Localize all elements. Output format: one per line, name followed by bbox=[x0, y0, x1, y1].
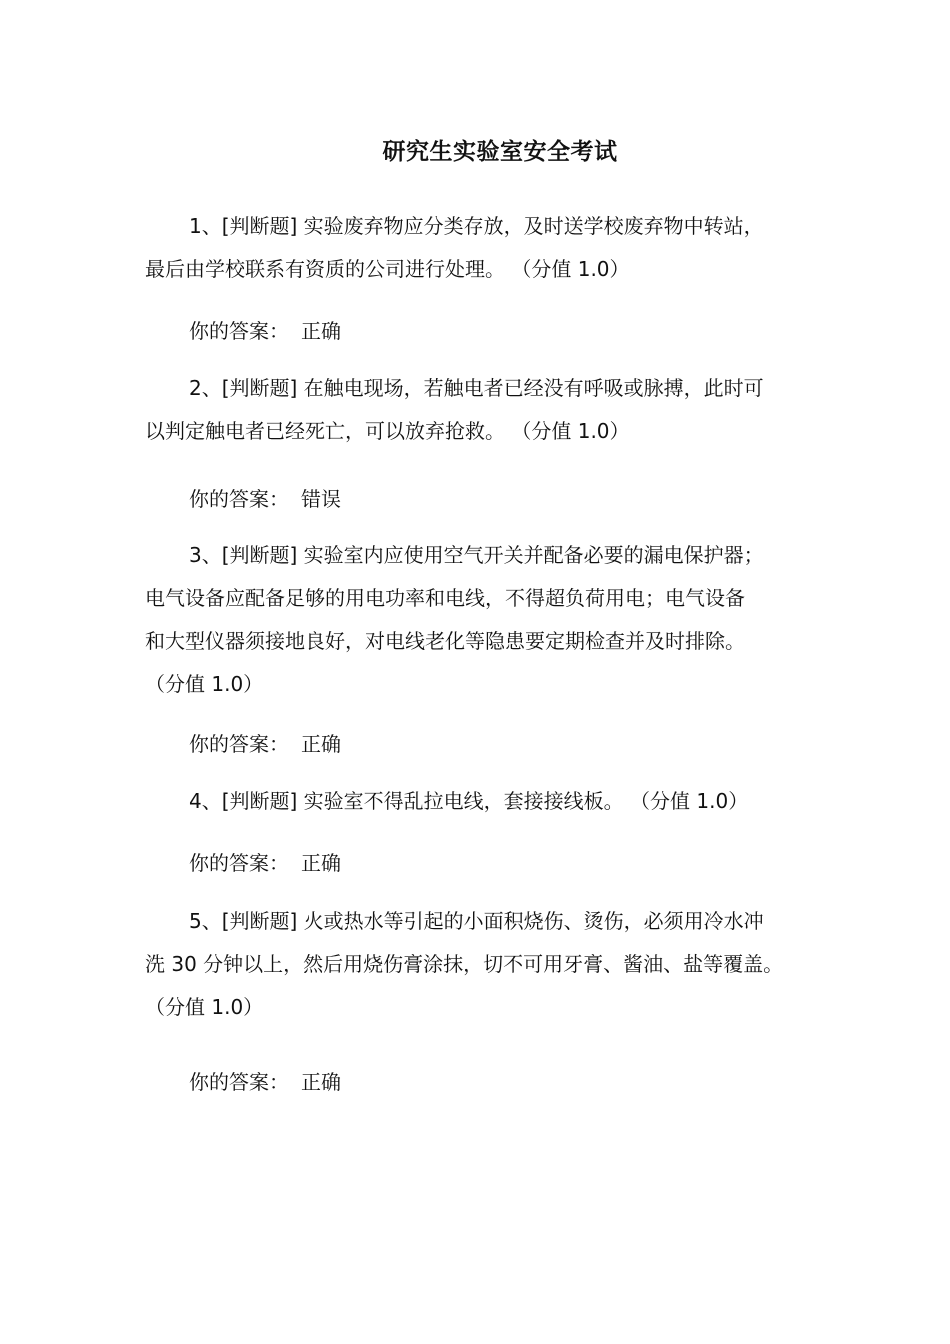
question-4 bbox=[145, 780, 815, 823]
answer-label: 你的答案： bbox=[189, 1070, 289, 1094]
question-text-line: （分值 1.0） bbox=[145, 672, 264, 696]
answer-value: 正确 bbox=[301, 732, 341, 756]
question-text-line: 5、[判断题] 火或热水等引起的小面积烧伤、烫伤，必须用冷水冲 bbox=[189, 909, 764, 933]
answer-label: 你的答案： bbox=[189, 319, 289, 343]
question-text-line: （分值 1.0） bbox=[145, 995, 264, 1019]
page-title: 研究生实验室安全考试 bbox=[382, 139, 618, 165]
question-text-line: 4、[判断题] 实验室不得乱拉电线，套接接线板。 （分值 1.0） bbox=[189, 789, 749, 813]
question-text-line: 3、[判断题] 实验室内应使用空气开关并配备必要的漏电保护器； bbox=[189, 543, 764, 567]
question-text-line: 以判定触电者已经死亡，可以放弃抢救。 （分值 1.0） bbox=[145, 419, 630, 443]
answer-label: 你的答案： bbox=[189, 487, 289, 511]
question-text-line: 洗 30 分钟以上，然后用烧伤膏涂抹，切不可用牙膏、酱油、盐等覆盖。 bbox=[145, 952, 784, 976]
answer-1 bbox=[189, 311, 341, 351]
question-2 bbox=[145, 367, 815, 453]
answer-value: 正确 bbox=[301, 851, 341, 875]
answer-value: 正确 bbox=[301, 319, 341, 343]
question-text-line: 2、[判断题] 在触电现场，若触电者已经没有呼吸或脉搏，此时可 bbox=[189, 376, 764, 400]
question-text-line: 最后由学校联系有资质的公司进行处理。 （分值 1.0） bbox=[145, 257, 630, 281]
question-1 bbox=[145, 205, 815, 291]
answer-label: 你的答案： bbox=[189, 851, 289, 875]
question-3 bbox=[145, 534, 815, 706]
answer-2 bbox=[189, 479, 341, 519]
answer-value: 正确 bbox=[301, 1070, 341, 1094]
question-text-line: 电气设备应配备足够的用电功率和电线，不得超负荷用电；电气设备 bbox=[145, 586, 745, 610]
question-text-line: 1、[判断题] 实验废弃物应分类存放，及时送学校废弃物中转站， bbox=[189, 214, 764, 238]
answer-5 bbox=[189, 1062, 341, 1102]
answer-label: 你的答案： bbox=[189, 732, 289, 756]
answer-4 bbox=[189, 843, 341, 883]
answer-value: 错误 bbox=[301, 487, 341, 511]
question-5 bbox=[145, 900, 815, 1029]
answer-3 bbox=[189, 724, 341, 764]
question-text-line: 和大型仪器须接地良好，对电线老化等隐患要定期检查并及时排除。 bbox=[145, 629, 745, 653]
